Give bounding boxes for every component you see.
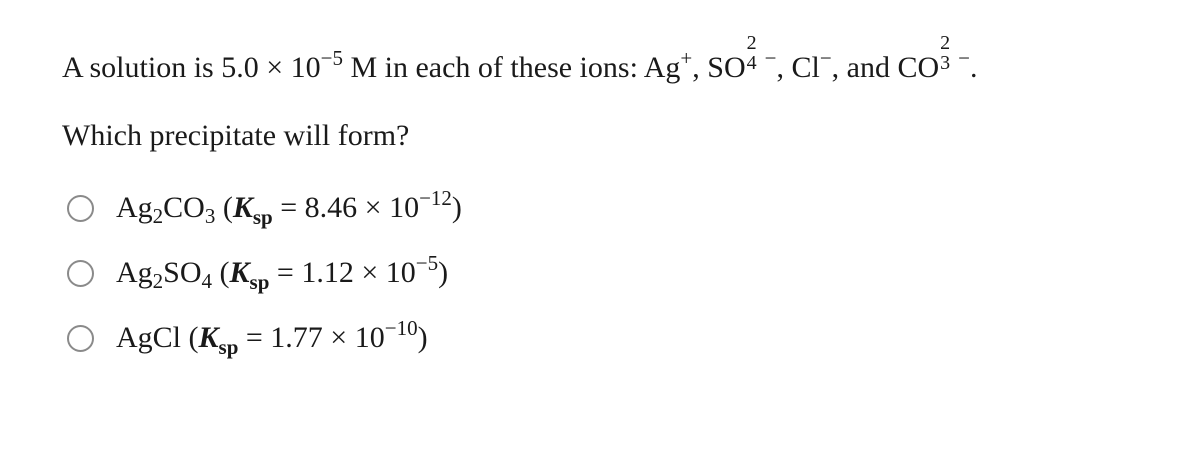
open-paren: ( (181, 321, 199, 354)
answer-option-ag2so4[interactable] (67, 253, 448, 293)
co3-label: , and CO (831, 51, 940, 84)
formula-part: Ag (116, 256, 153, 289)
open-paren: ( (212, 256, 230, 289)
formula-part: SO (163, 256, 202, 289)
option-label (116, 188, 462, 228)
question-text (62, 32, 978, 88)
formula-subscript: 4 (201, 269, 213, 293)
ksp-k: K (229, 256, 250, 289)
question-exponent: −5 (320, 46, 343, 70)
so4-charge-sign: − (764, 46, 777, 70)
option-label (116, 253, 448, 293)
so4-charge: 2 (746, 32, 757, 54)
ksp-exponent: −5 (415, 251, 439, 275)
ksp-k: K (198, 321, 219, 354)
co3-subscript: 3 (940, 52, 951, 74)
so4-label: , SO (692, 51, 746, 84)
ksp-k: K (232, 191, 253, 224)
close-paren: ) (417, 321, 428, 354)
ksp-value: = 1.12 × 10 (269, 256, 416, 289)
formula-part: AgCl (116, 321, 182, 354)
answer-option-ag2co3[interactable] (67, 188, 462, 228)
question-prompt: Which precipitate will form? (62, 119, 410, 152)
question-lead: A solution is 5.0 × 10 (62, 51, 321, 84)
cl-label: , Cl (776, 51, 820, 84)
ksp-subscript: sp (252, 205, 273, 229)
ksp-subscript: sp (218, 335, 239, 359)
ksp-value: = 8.46 × 10 (272, 191, 420, 224)
close-paren: ) (438, 256, 449, 289)
formula-subscript: 2 (152, 269, 164, 293)
radio-button[interactable] (67, 325, 94, 352)
ksp-value: = 1.77 × 10 (238, 321, 385, 354)
ksp-subscript: sp (249, 270, 270, 294)
radio-button[interactable] (67, 195, 94, 222)
ksp-exponent: −10 (384, 316, 418, 340)
option-label (116, 318, 428, 358)
co3-charge: 2 (940, 32, 951, 54)
open-paren: ( (215, 191, 233, 224)
so4-subscript: 4 (746, 52, 757, 74)
formula-part: CO (163, 191, 205, 224)
close-paren: ) (451, 191, 462, 224)
so4-charge-stack (746, 32, 766, 77)
cl-charge: − (819, 46, 832, 70)
ksp-exponent: −12 (419, 186, 452, 210)
formula-part: Ag (116, 191, 153, 224)
co3-charge-stack (939, 32, 959, 77)
question-ions-lead: M in each of these ions: Ag (342, 51, 681, 84)
radio-button[interactable] (67, 260, 94, 287)
co3-charge-sign: − (958, 46, 971, 70)
answer-option-agcl[interactable] (67, 318, 428, 358)
ag-charge: + (680, 46, 693, 70)
formula-subscript: 2 (152, 204, 164, 228)
formula-subscript: 3 (204, 204, 216, 228)
question-end: . (970, 51, 978, 84)
